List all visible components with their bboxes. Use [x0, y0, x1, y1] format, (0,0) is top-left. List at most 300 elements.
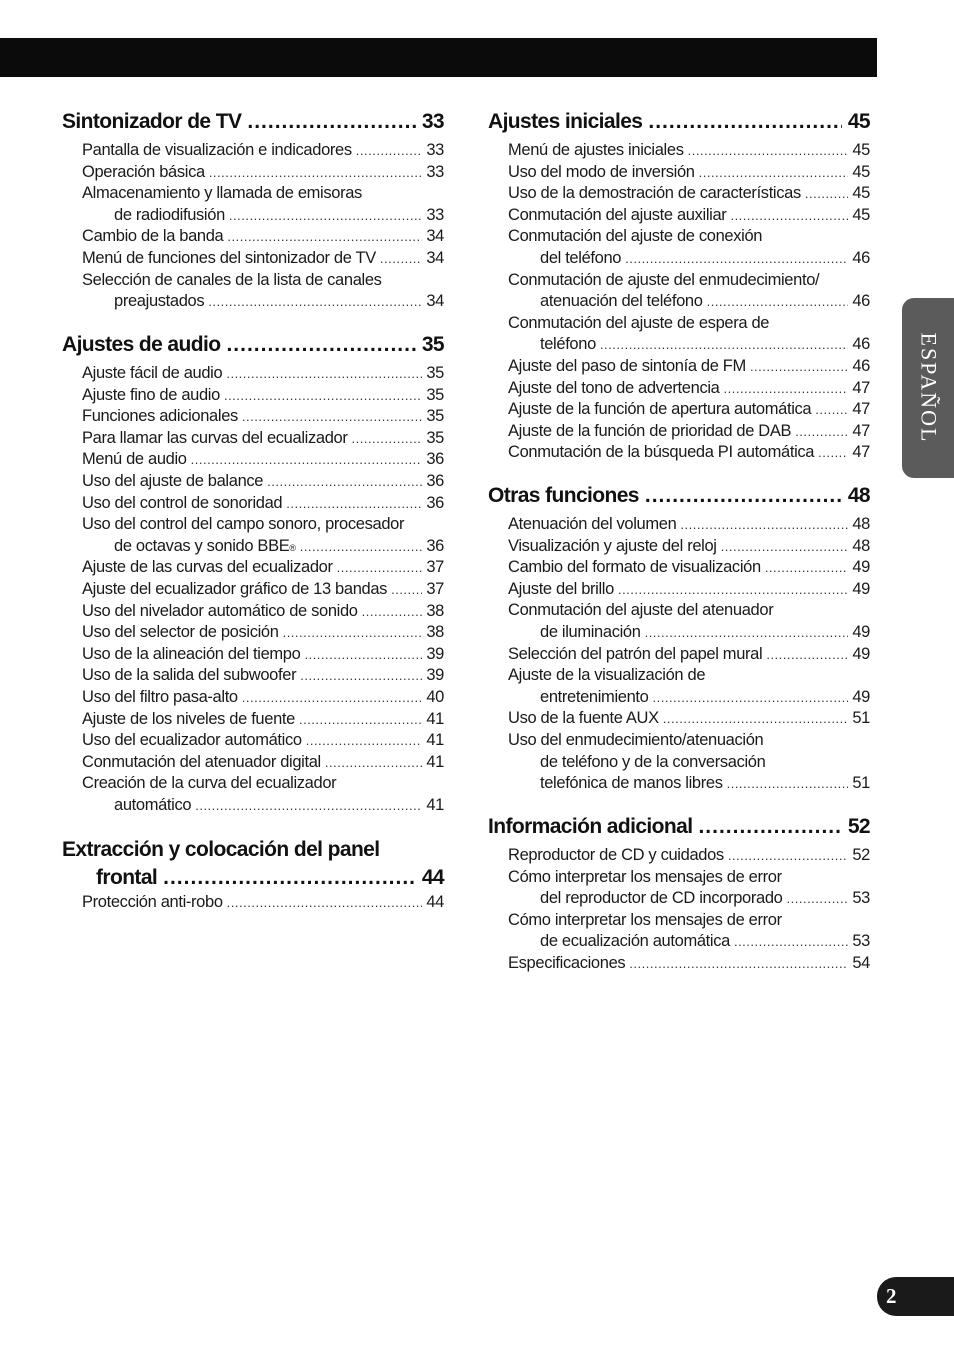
entry-text: Conmutación del ajuste auxiliar — [508, 205, 727, 224]
entry-page: 35 — [426, 407, 444, 426]
toc-entry — [488, 644, 870, 666]
toc-section — [488, 484, 870, 795]
dot-leader — [227, 226, 422, 248]
entry-text: de teléfono y de la conversación — [540, 752, 766, 771]
entry-page: 45 — [852, 184, 870, 203]
entry-text: Especificaciones — [508, 953, 626, 972]
entry-text: Ajuste fino de audio — [82, 385, 220, 404]
entry-page: 39 — [426, 666, 444, 685]
entry-line: de octavas y sonido BBE ® ..... 36 — [82, 536, 444, 558]
entry-line — [82, 385, 444, 407]
entry-page: 46 — [852, 356, 870, 375]
entry-page: 49 — [852, 622, 870, 641]
entry-line — [82, 795, 444, 817]
entry-line — [508, 600, 870, 622]
toc-entry — [488, 183, 870, 205]
entry-line — [508, 205, 870, 227]
toc-entry — [62, 140, 444, 162]
dot-leader — [699, 162, 848, 184]
entry-line — [508, 421, 870, 443]
toc-entry — [62, 730, 444, 752]
toc-entry — [62, 752, 444, 774]
entry-text: Cómo interpretar los mensajes de error — [508, 867, 782, 886]
entry-text: Cómo interpretar los mensajes de error — [508, 910, 782, 929]
entry-text: Ajuste fácil de audio — [82, 364, 223, 382]
entry-text: Ajuste del paso de sintonía de FM — [508, 356, 746, 375]
entry-line — [82, 730, 444, 752]
entry-text: de iluminación — [540, 622, 641, 641]
section-heading — [488, 484, 870, 514]
language-tab — [902, 298, 954, 478]
dot-leader — [688, 140, 848, 162]
section-title: Información adicional — [488, 815, 693, 838]
entry-page: 49 — [852, 579, 870, 598]
toc-entry — [488, 708, 870, 730]
entry-line — [508, 226, 870, 248]
section-heading — [62, 110, 444, 140]
entry-text: Conmutación del ajuste de espera de — [508, 313, 770, 332]
entry-line — [82, 291, 444, 313]
entry-page: 38 — [426, 601, 444, 620]
entry-text: Operación básica — [82, 162, 205, 181]
toc-entry — [488, 378, 870, 400]
entry-line — [508, 399, 870, 421]
entry-page: 33 — [426, 162, 444, 181]
entry-line — [508, 845, 870, 867]
entry-line — [508, 579, 870, 601]
entry-text: Para llamar las curvas del ecualizador — [82, 428, 348, 447]
header-bar — [0, 38, 877, 77]
entry-page: 45 — [852, 205, 870, 224]
page-number-badge — [877, 1277, 954, 1316]
dot-leader — [226, 333, 415, 357]
entry-text: Uso del selector de posición — [82, 623, 279, 642]
entry-page: 51 — [852, 709, 870, 728]
dot-leader — [600, 334, 848, 356]
toc-entry — [488, 162, 870, 184]
dot-leader — [680, 514, 848, 536]
section-title: Ajustes de audio — [62, 333, 221, 356]
toc-entry — [488, 270, 870, 313]
toc-entry — [62, 270, 444, 313]
entry-text: Ajuste de los niveles de fuente — [82, 709, 295, 728]
entry-page: 35 — [426, 364, 444, 382]
entry-line — [82, 579, 444, 601]
entry-page: 38 — [426, 623, 444, 642]
entry-page: 47 — [852, 421, 870, 440]
dot-leader — [653, 687, 849, 709]
entry-line — [508, 867, 870, 889]
entry-page: 52 — [852, 846, 870, 864]
dot-leader — [163, 864, 416, 892]
entry-text: Ajuste del brillo — [508, 579, 614, 598]
entry-list — [488, 140, 870, 464]
entry-line — [82, 226, 444, 248]
page-number: 2 — [886, 1284, 897, 1308]
dot-leader — [325, 752, 422, 774]
dot-leader — [242, 406, 422, 428]
toc-entry — [488, 579, 870, 601]
entry-page: 44 — [426, 893, 444, 911]
dot-leader — [750, 356, 848, 378]
entry-text: automático — [114, 795, 192, 814]
dot-leader — [645, 484, 842, 508]
toc-entry — [62, 773, 444, 816]
toc-entry — [488, 313, 870, 356]
entry-page: 41 — [426, 731, 444, 750]
toc-entry — [62, 226, 444, 248]
entry-text: Almacenamiento y llamada de emisoras — [82, 184, 362, 203]
section-title-cont: frontal — [96, 866, 158, 889]
entry-page: 51 — [852, 774, 870, 793]
entry-line — [82, 248, 444, 270]
entry-line — [82, 183, 444, 205]
entry-list — [62, 892, 444, 914]
entry-text: Ajuste de las curvas del ecualizador — [82, 558, 333, 577]
toc-entry — [62, 557, 444, 579]
section-heading — [62, 333, 444, 363]
dot-leader — [391, 579, 422, 601]
dot-leader — [242, 687, 422, 709]
toc-section — [488, 110, 870, 464]
entry-page: 45 — [852, 141, 870, 159]
entry-text: Uso de la salida del subwoofer — [82, 666, 297, 685]
dot-leader — [195, 795, 422, 817]
entry-line — [82, 471, 444, 493]
dot-leader — [818, 442, 848, 464]
entry-line — [82, 709, 444, 731]
entry-page: 53 — [852, 932, 870, 951]
entry-text: de radiodifusión — [114, 205, 225, 224]
section-page: 33 — [421, 110, 444, 133]
entry-page: 46 — [852, 335, 870, 354]
entry-page: 47 — [852, 443, 870, 462]
dot-leader — [356, 140, 422, 162]
dot-leader — [300, 665, 422, 687]
entry-text: Pantalla de visualización e indicadores — [82, 141, 352, 159]
entry-line — [508, 378, 870, 400]
entry-text: Selección de canales de la lista de canales — [82, 270, 382, 289]
entry-line — [82, 773, 444, 795]
entry-text: Creación de la curva del ecualizador — [82, 774, 337, 793]
section-heading — [488, 815, 870, 845]
toc-entry — [488, 910, 870, 953]
section-title: Otras funciones — [488, 484, 639, 507]
entry-line — [82, 687, 444, 709]
entry-line — [508, 514, 870, 536]
toc-entry — [488, 953, 870, 975]
dot-leader — [618, 579, 848, 601]
dot-leader — [724, 378, 849, 400]
entry-page: 45 — [852, 162, 870, 181]
section-heading — [488, 110, 870, 140]
entry-page: 37 — [426, 558, 444, 577]
toc-entry — [488, 867, 870, 910]
dot-leader — [247, 110, 415, 134]
entry-line — [508, 291, 870, 313]
toc-entry — [488, 226, 870, 269]
toc-entry — [488, 600, 870, 643]
toc-entry — [62, 493, 444, 515]
entry-text: Conmutación del atenuador digital — [82, 752, 321, 771]
entry-text: Uso del modo de inversión — [508, 162, 695, 181]
dot-leader — [209, 162, 422, 184]
dot-leader — [721, 536, 848, 558]
toc-entry — [488, 399, 870, 421]
entry-text: Uso del control del campo sonoro, procesador — [82, 515, 405, 534]
section-page: 48 — [847, 484, 870, 507]
section-page: 35 — [421, 333, 444, 356]
entry-line — [82, 665, 444, 687]
dot-leader — [698, 815, 841, 839]
entry-text: Funciones adicionales — [82, 407, 238, 426]
entry-list — [488, 845, 870, 975]
dot-leader — [815, 399, 848, 421]
toc-entry — [488, 205, 870, 227]
entry-list — [62, 363, 444, 816]
dot-leader — [765, 557, 848, 579]
dot-leader — [283, 622, 422, 644]
dot-leader — [208, 291, 422, 313]
toc-entry — [62, 687, 444, 709]
entry-line — [82, 644, 444, 666]
dot-leader — [727, 773, 848, 795]
entry-page: 35 — [426, 385, 444, 404]
entry-line — [508, 953, 870, 975]
dot-leader — [795, 421, 848, 443]
entry-text: Uso del nivelador automático de sonido — [82, 601, 358, 620]
entry-text: Uso del control de sonoridad — [82, 493, 283, 512]
toc-entry — [488, 730, 870, 795]
toc-entry — [62, 385, 444, 407]
dot-leader — [226, 363, 422, 385]
dot-leader — [224, 385, 422, 407]
entry-list — [488, 514, 870, 795]
language-label: ESPAÑOL — [916, 332, 941, 444]
dot-leader — [267, 471, 422, 493]
entry-page: 54 — [852, 953, 870, 972]
entry-line — [82, 205, 444, 227]
entry-text: Ajuste del ecualizador gráfico de 13 bandas — [82, 579, 388, 598]
entry-text: Menú de audio — [82, 450, 187, 469]
dot-leader — [300, 536, 422, 558]
dot-leader — [787, 888, 848, 910]
entry-text: Ajuste de la función de apertura automática — [508, 400, 812, 419]
entry-text: de octavas y sonido BBE — [114, 536, 290, 555]
entry-text: Ajuste del tono de advertencia — [508, 378, 720, 397]
entry-text: Cambio del formato de visualización — [508, 558, 761, 577]
toc-entry — [62, 449, 444, 471]
section-title: Sintonizador de TV — [62, 110, 242, 133]
entry-line — [82, 752, 444, 774]
entry-line — [508, 708, 870, 730]
entry-line — [82, 514, 444, 536]
dot-leader — [229, 205, 422, 227]
entry-page: 36 — [426, 536, 444, 555]
entry-line — [508, 730, 870, 752]
toc-entry — [62, 183, 444, 226]
toc-entry — [62, 892, 444, 914]
entry-line — [508, 752, 870, 774]
toc-entry — [62, 162, 444, 184]
toc-entry — [488, 557, 870, 579]
entry-page: 46 — [852, 248, 870, 267]
entry-text: Conmutación de ajuste del enmudecimiento/ — [508, 270, 820, 289]
entry-line — [82, 162, 444, 184]
entry-page: 48 — [852, 515, 870, 533]
entry-page: 49 — [852, 644, 870, 663]
dot-leader — [380, 248, 422, 270]
entry-page: 41 — [426, 752, 444, 771]
entry-line — [508, 313, 870, 335]
entry-line — [508, 687, 870, 709]
entry-line — [508, 665, 870, 687]
toc-entry — [62, 363, 444, 385]
entry-text: Menú de ajustes iniciales — [508, 141, 684, 159]
entry-list — [62, 140, 444, 313]
entry-text: Uso de la fuente AUX — [508, 709, 659, 728]
toc-entry — [488, 442, 870, 464]
toc-entry — [62, 601, 444, 623]
dot-leader — [730, 205, 848, 227]
dot-leader — [625, 248, 848, 270]
dot-leader — [648, 110, 841, 134]
entry-line — [508, 442, 870, 464]
dot-leader — [728, 845, 848, 867]
entry-text: Protección anti-robo — [82, 893, 223, 911]
entry-page: 48 — [852, 536, 870, 555]
dot-leader — [629, 953, 848, 975]
entry-page: 34 — [426, 292, 444, 311]
entry-page: 35 — [426, 428, 444, 447]
entry-line — [508, 622, 870, 644]
entry-text: teléfono — [540, 335, 596, 354]
toc-entry — [62, 428, 444, 450]
entry-text: del teléfono — [540, 248, 622, 267]
toc-entry — [62, 709, 444, 731]
dot-leader — [304, 644, 422, 666]
entry-text: de ecualización automática — [540, 932, 730, 951]
dot-leader — [286, 493, 422, 515]
entry-page: 36 — [426, 450, 444, 469]
entry-line — [82, 428, 444, 450]
entry-line — [82, 270, 444, 292]
entry-line — [82, 601, 444, 623]
toc-entry — [488, 356, 870, 378]
toc-section — [62, 333, 444, 816]
toc-entry — [488, 665, 870, 708]
entry-text: Conmutación de la búsqueda PI automática — [508, 443, 815, 462]
entry-page: 33 — [426, 141, 444, 159]
entry-line — [508, 644, 870, 666]
entry-text: Uso del ecualizador automático — [82, 731, 302, 750]
entry-line — [508, 270, 870, 292]
entry-page: 36 — [426, 471, 444, 490]
dot-leader — [805, 183, 848, 205]
entry-line — [82, 892, 444, 914]
entry-text: Uso del ajuste de balance — [82, 471, 264, 490]
toc-section — [62, 836, 444, 914]
toc-entry — [62, 622, 444, 644]
entry-page: 37 — [426, 579, 444, 598]
entry-page: 34 — [426, 248, 444, 267]
entry-text: Uso del filtro pasa-alto — [82, 687, 238, 706]
entry-line — [508, 931, 870, 953]
dot-leader — [299, 709, 422, 731]
entry-page: 41 — [426, 795, 444, 814]
dot-leader — [734, 931, 848, 953]
entry-line — [508, 334, 870, 356]
section-heading — [62, 836, 444, 892]
section-title-line — [62, 864, 444, 892]
entry-page: 33 — [426, 205, 444, 224]
entry-line — [82, 557, 444, 579]
toc-entry — [62, 471, 444, 493]
entry-line — [508, 356, 870, 378]
section-page: 45 — [847, 110, 870, 133]
entry-text: Reproductor de CD y cuidados — [508, 846, 724, 864]
entry-line — [508, 183, 870, 205]
toc-entry — [62, 248, 444, 270]
toc-entry — [488, 140, 870, 162]
entry-page: 49 — [852, 558, 870, 577]
entry-line — [508, 910, 870, 932]
entry-text: Conmutación del ajuste del atenuador — [508, 601, 774, 620]
entry-text: Uso de la demostración de características — [508, 184, 801, 203]
entry-page: 49 — [852, 687, 870, 706]
entry-text: preajustados — [114, 292, 205, 311]
entry-text: Selección del patrón del papel mural — [508, 644, 763, 663]
entry-text: Uso del enmudecimiento/atenuación — [508, 730, 764, 749]
entry-text: entretenimiento — [540, 687, 649, 706]
entry-text: del reproductor de CD incorporado — [540, 889, 783, 908]
entry-line — [508, 248, 870, 270]
entry-text: Cambio de la banda — [82, 227, 224, 246]
section-page: 52 — [847, 815, 870, 838]
toc-entry — [488, 421, 870, 443]
entry-line — [82, 622, 444, 644]
entry-line — [508, 888, 870, 910]
entry-text: Atenuación del volumen — [508, 515, 677, 533]
entry-line — [508, 773, 870, 795]
toc-section — [62, 110, 444, 313]
entry-line — [82, 449, 444, 471]
entry-line — [82, 493, 444, 515]
dot-leader — [362, 601, 422, 623]
dot-leader — [191, 449, 422, 471]
toc-entry — [488, 845, 870, 867]
entry-page: 36 — [426, 493, 444, 512]
toc-entry — [62, 514, 444, 557]
entry-line — [508, 140, 870, 162]
toc-section — [488, 815, 870, 975]
entry-text: Menú de funciones del sintonizador de TV — [82, 248, 376, 267]
entry-text: Visualización y ajuste del reloj — [508, 536, 717, 555]
entry-line — [82, 363, 444, 385]
toc-entry — [62, 644, 444, 666]
entry-page: 41 — [426, 709, 444, 728]
dot-leader — [352, 428, 423, 450]
dot-leader — [645, 622, 848, 644]
entry-text: Uso de la alineación del tiempo — [82, 644, 301, 663]
toc-entry — [62, 665, 444, 687]
dot-leader — [766, 644, 848, 666]
toc-entry — [62, 579, 444, 601]
toc-entry — [488, 536, 870, 558]
dot-leader — [337, 557, 422, 579]
dot-leader — [707, 291, 848, 313]
entry-text: Ajuste de la visualización de — [508, 666, 706, 685]
